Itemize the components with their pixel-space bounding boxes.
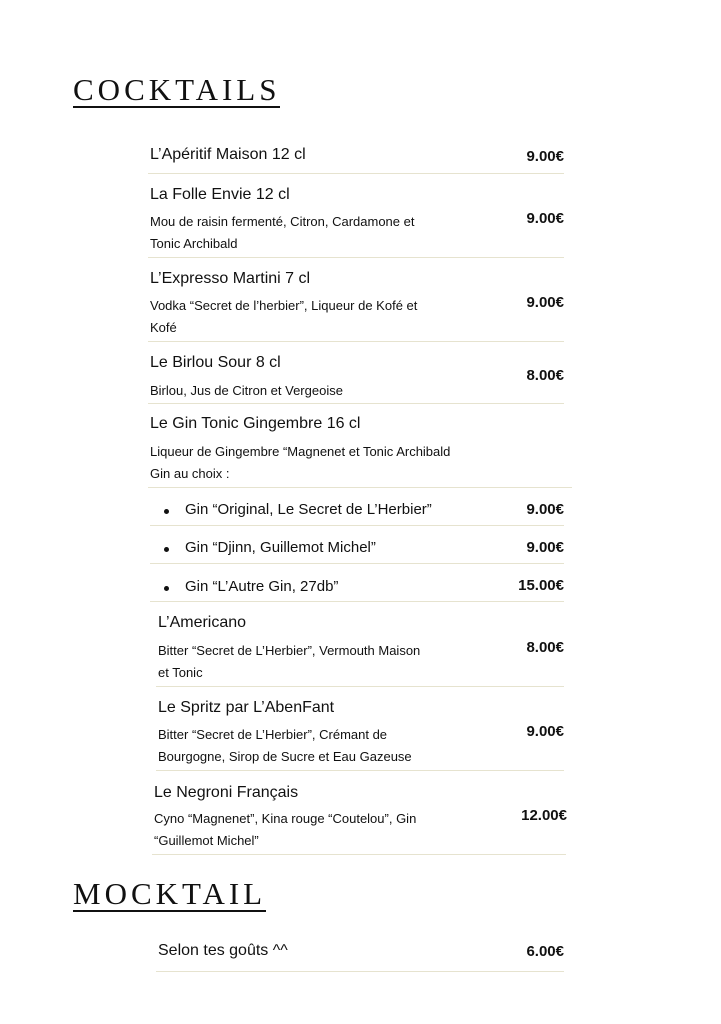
mocktail-heading: MOCKTAIL (73, 876, 267, 911)
item-description: et Tonic (158, 665, 203, 680)
item-description: Liqueur de Gingembre “Magnenet et Tonic Archibald (150, 444, 451, 459)
item-price: 9.00€ (526, 723, 564, 740)
item-name: Le Negroni Français (154, 784, 299, 801)
item-price: 12.00€ (521, 807, 567, 824)
item-name: Gin “Original, Le Secret de L’Herbier” (185, 501, 432, 518)
divider (148, 257, 564, 258)
divider (148, 341, 564, 342)
item-name: L’Americano (158, 614, 247, 631)
item-name: L’Apéritif Maison 12 cl (150, 146, 306, 163)
item-description: Kofé (150, 320, 177, 335)
item-name: La Folle Envie 12 cl (150, 186, 290, 203)
item-price: 9.00€ (526, 501, 564, 518)
divider (150, 601, 564, 602)
item-description: “Guillemot Michel” (154, 833, 259, 848)
item-description: Mou de raisin fermenté, Citron, Cardamone et (150, 214, 415, 229)
divider (156, 770, 564, 771)
divider (148, 487, 572, 488)
item-description: Tonic Archibald (150, 236, 238, 251)
divider (150, 525, 564, 526)
item-price: 6.00€ (526, 943, 564, 960)
bullet-icon (164, 586, 169, 591)
item-price: 9.00€ (526, 294, 564, 311)
divider (152, 854, 566, 855)
item-name: Le Spritz par L’AbenFant (158, 699, 335, 716)
divider (150, 563, 564, 564)
item-name: Le Gin Tonic Gingembre 16 cl (150, 415, 361, 432)
item-price: 9.00€ (526, 210, 564, 227)
item-price: 15.00€ (518, 577, 564, 594)
item-description: Bourgogne, Sirop de Sucre et Eau Gazeuse (158, 749, 412, 764)
bullet-icon (164, 547, 169, 552)
item-description: Gin au choix : (150, 466, 230, 481)
divider (148, 403, 564, 404)
divider (148, 173, 564, 174)
item-name: Le Birlou Sour 8 cl (150, 354, 281, 371)
item-description: Bitter “Secret de L’Herbier”, Crémant de (158, 727, 388, 742)
item-name: Selon tes goûts ^^ (158, 942, 288, 959)
item-name: L’Expresso Martini 7 cl (150, 270, 311, 287)
bullet-icon (164, 509, 169, 514)
item-name: Gin “Djinn, Guillemot Michel” (185, 539, 376, 556)
item-description: Birlou, Jus de Citron et Vergeoise (150, 383, 343, 398)
cocktails-heading: COCKTAILS (73, 72, 281, 107)
divider (156, 686, 564, 687)
divider (156, 971, 564, 972)
item-price: 8.00€ (526, 367, 564, 384)
item-price: 8.00€ (526, 639, 564, 656)
item-name: Gin “L’Autre Gin, 27db” (185, 578, 339, 595)
item-description: Cyno “Magnenet”, Kina rouge “Coutelou”, Gin (154, 811, 417, 826)
item-price: 9.00€ (526, 148, 564, 165)
item-price: 9.00€ (526, 539, 564, 556)
item-description: Bitter “Secret de L’Herbier”, Vermouth Maison (158, 643, 421, 658)
item-description: Vodka “Secret de l’herbier”, Liqueur de Kofé et (150, 298, 418, 313)
